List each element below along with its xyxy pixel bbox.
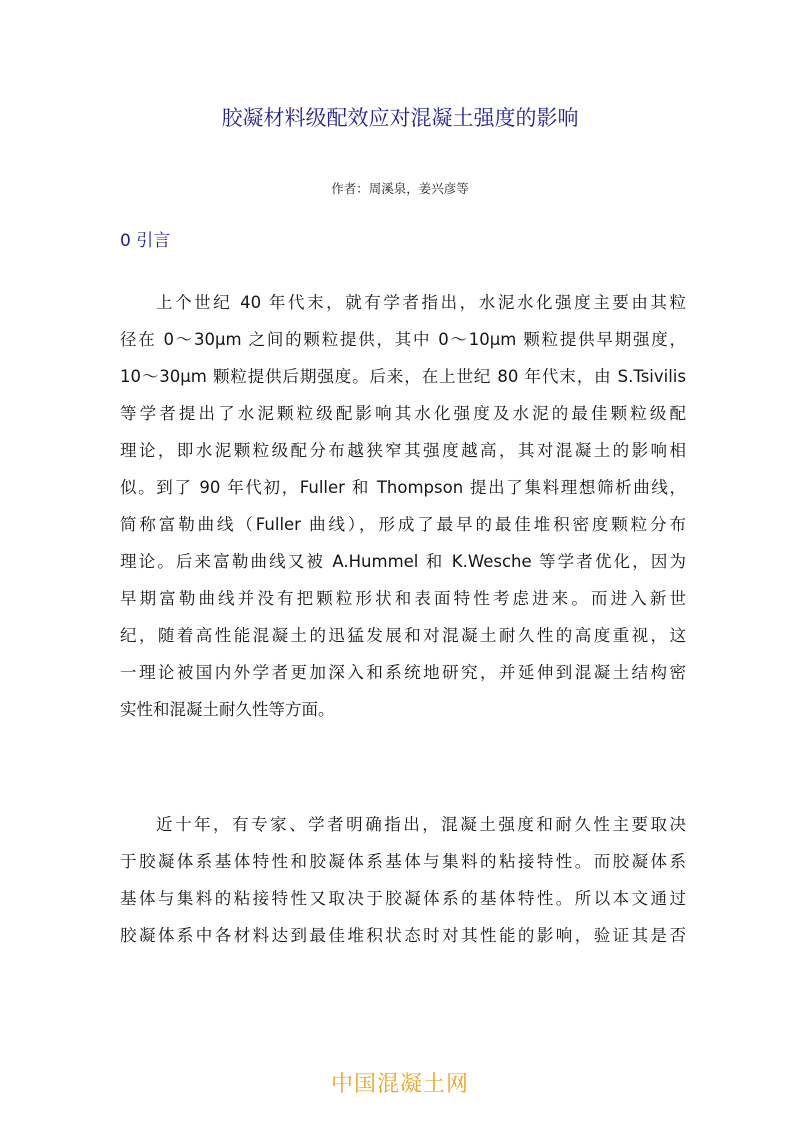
text-line: 理论，即水泥颗粒级配分布越狭窄其强度越高，其对混凝土的影响相 (120, 441, 686, 460)
section-heading: 0 引言 (120, 231, 171, 251)
text-line: 一理论被国内外学者更加深入和系统地研究，并延伸到混凝土结构密 (120, 663, 686, 682)
text-line: 径在 0～30μm 之间的颗粒提供，其中 0～10μm 颗粒提供早期强度， (120, 330, 686, 349)
text-line: 胶凝体系中各材料达到最佳堆积状态时对其性能的影响，验证其是否 (120, 926, 686, 945)
text-line: 简称富勒曲线（Fuller 曲线），形成了最早的最佳堆积密度颗粒分布 (120, 515, 686, 534)
site-logo: 中国混凝土网 (330, 1072, 469, 1097)
text-line: 理论。后来富勒曲线又被 A.Hummel 和 K.Wesche 等学者优化，因为 (120, 552, 686, 571)
paragraph-2 (120, 806, 686, 954)
text-line: 基体与集料的粘接特性又取决于胶凝体系的基体特性。所以本文通过 (120, 889, 686, 908)
text-line: 似。到了 90 年代初，Fuller 和 Thompson 提出了集料理想筛析曲线， (120, 478, 686, 497)
paragraph-1 (120, 284, 686, 728)
text-line: 等学者提出了水泥颗粒级配影响其水化强度及水泥的最佳颗粒级配 (120, 404, 686, 423)
page-title: 胶凝材料级配效应对混凝土强度的影响 (221, 106, 579, 130)
text-line: 早期富勒曲线并没有把颗粒形状和表面特性考虑进来。而进入新世 (120, 589, 686, 608)
text-line: 近十年，有专家、学者明确指出，混凝土强度和耐久性主要取决 (156, 815, 686, 834)
text-line: 10～30μm 颗粒提供后期强度。后来，在上世纪 80 年代末，由 S.Tsivilis (120, 367, 686, 386)
text-line: 纪，随着高性能混凝土的迅猛发展和对混凝土耐久性的高度重视，这 (120, 626, 686, 645)
text-line: 实性和混凝土耐久性等方面。 (120, 700, 335, 719)
text-line: 上个世纪 40 年代末，就有学者指出，水泥水化强度主要由其粒 (156, 293, 686, 312)
author-line: 作者：周溪泉，姜兴彦等 (331, 181, 469, 196)
text-line: 于胶凝体系基体特性和胶凝体系基体与集料的粘接特性。而胶凝体系 (120, 852, 686, 871)
